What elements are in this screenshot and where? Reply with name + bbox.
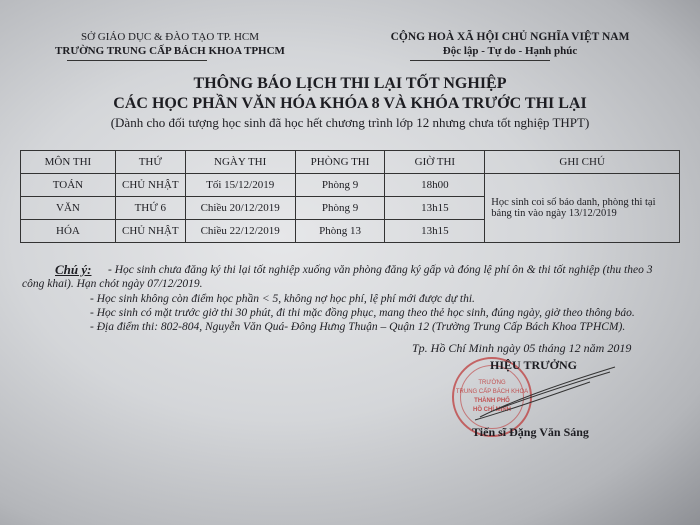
signer-role: HIỆU TRƯỞNG [490,358,578,372]
note-item: - Học sinh không còn điểm học phần < 5, không nợ học phí, lệ phí mới được dự thi. [90,293,475,305]
motto: Độc lập - Tự do - Hạnh phúc [442,45,578,57]
date-cell: Tối 15/12/2019 [185,174,295,197]
time-cell: 13h15 [385,220,485,243]
header-cell: MÔN THI [21,151,116,174]
divider [410,60,550,61]
header-cell: GHI CHÚ [485,151,680,174]
signature-scribble [470,362,620,422]
subject-cell: TOÁN [21,174,116,197]
subject-cell: HÓA [21,220,116,243]
header-cell: NGÀY THI [185,151,295,174]
note-item: - Địa điểm thi: 802-804, Nguyễn Văn Quá- Đông Hưng Thuận – Quận 12 (Trường Trung Cấp Bách Khoa TPHCM). [90,321,626,333]
weekday-cell: CHỦ NHẬT [115,174,185,197]
exam-schedule-table [20,150,680,243]
subject-cell: VĂN [21,197,116,220]
room-cell: Phòng 9 [295,197,385,220]
header-cell: GIỜ THI [385,151,485,174]
note-item: - Học sinh chưa đăng ký thi lại tốt nghiệp xuống văn phòng đăng ký gấp và đóng lệ phí ôn & thi tốt nghiệp (thu theo 3 [108,264,653,276]
school-name: TRƯỜNG TRUNG CẤP BÁCH KHOA TPHCM [55,45,285,57]
table-header-row [21,151,680,174]
room-cell: Phòng 9 [295,174,385,197]
time-cell: 18h00 [385,174,485,197]
note-item: công khai). Hạn chót ngày 07/12/2019. [22,278,203,290]
date-cell: Chiều 22/12/2019 [185,220,295,243]
table-row [21,174,680,197]
notes-label: Chú ý: [55,262,92,277]
note-item: - Học sinh có mặt trước giờ thi 30 phút, đi thi mặc đồng phục, mang theo thẻ học sinh, đúng ngày, giờ theo thông báo. [90,307,635,319]
note-cell: Học sinh coi số báo danh, phòng thi tại bảng tin vào ngày 13/12/2019 [485,174,680,243]
date-cell: Chiều 20/12/2019 [185,197,295,220]
signing-date: Tp. Hồ Chí Minh ngày 05 tháng 12 năm 2019 [412,341,632,355]
weekday-cell: THỨ 6 [115,197,185,220]
subtitle: (Dành cho đối tượng học sinh đã học hết chương trình lớp 12 nhưng chưa tốt nghiệp THPT) [110,115,590,130]
weekday-cell: CHỦ NHẬT [115,220,185,243]
dept-name: SỞ GIÁO DỤC & ĐÀO TẠO TP. HCM [80,31,260,43]
title-line-1: THÔNG BÁO LỊCH THI LẠI TỐT NGHIỆP [193,75,507,92]
room-cell: Phòng 13 [295,220,385,243]
signer-name: Tiến sĩ Đặng Văn Sáng [472,425,589,439]
title-line-2: CÁC HỌC PHẦN VĂN HÓA KHÓA 8 VÀ KHÓA TRƯỚC THI LẠI [113,95,587,112]
header-cell: THỨ [115,151,185,174]
header-cell: PHÒNG THI [295,151,385,174]
country-name: CỘNG HOÀ XÃ HỘI CHỦ NGHĨA VIỆT NAM [390,31,630,43]
official-stamp: TRƯỜNG TRUNG CẤP BÁCH KHOA THÀNH PHỐ HỒ CHÍ MINH [452,357,532,437]
time-cell: 13h15 [385,197,485,220]
divider [67,60,207,61]
